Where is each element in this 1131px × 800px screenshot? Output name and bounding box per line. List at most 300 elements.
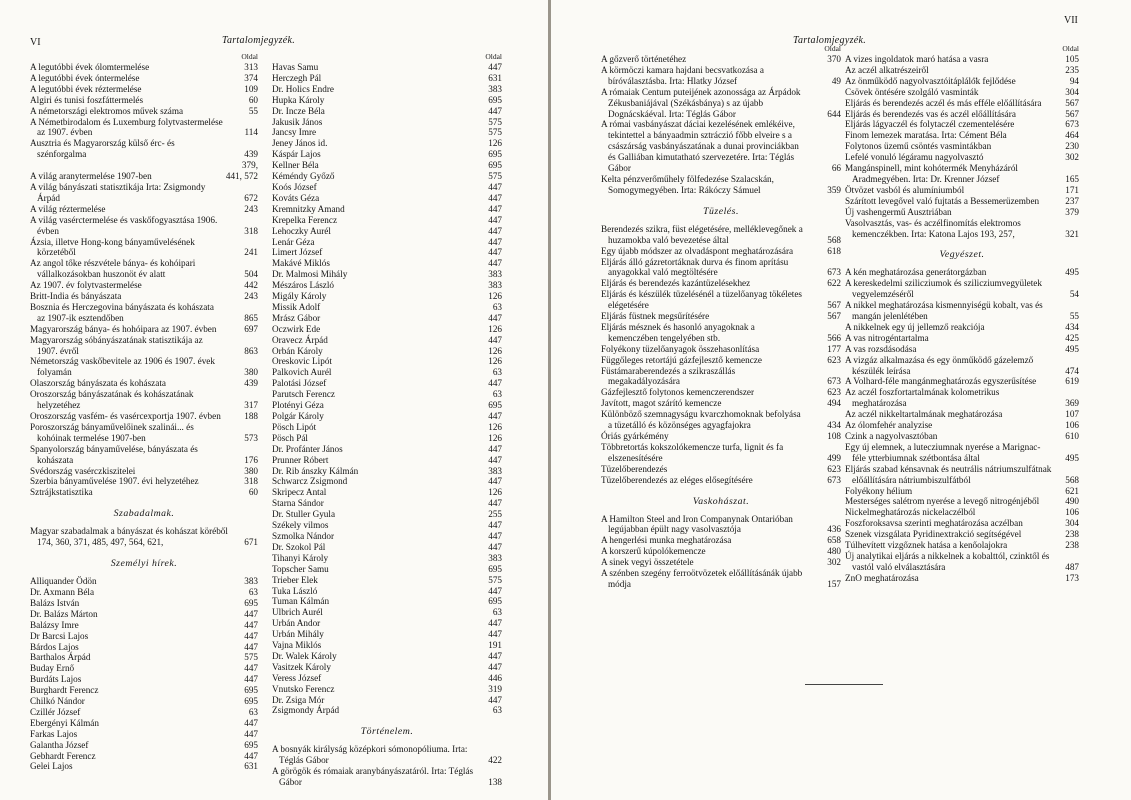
right-column-1 — [601, 44, 841, 590]
toc-entry-page: 317 — [244, 400, 258, 411]
toc-entry-page: 447 — [488, 334, 502, 345]
toc-entry-page: 447 — [488, 203, 502, 214]
toc-entry-page: 383 — [488, 269, 502, 280]
toc-entry — [30, 587, 258, 598]
toc-entry — [272, 455, 502, 466]
toc-entry-title: Urbán Mihály — [272, 629, 324, 640]
toc-entry — [30, 204, 258, 215]
toc-entry-page: 359 — [827, 184, 841, 195]
toc-entry — [601, 398, 841, 409]
toc-entry-page: 241 — [244, 247, 258, 258]
toc-entry-title: A bosnyák királyság középkori sómonopóliuma. Irta: Téglás Gábor — [272, 744, 468, 766]
toc-entry-title: A kereskedelmi szilicziumok és szilicziumvegyületek vegyelemzéséről — [845, 278, 1042, 300]
heating-list — [601, 224, 841, 486]
toc-entry — [272, 171, 502, 182]
section-title-szabadalmak: Szabadalmak. — [113, 508, 175, 520]
toc-entry-title: Palotási József — [272, 378, 327, 389]
toc-entry-title: Ulbrich Aurél — [272, 607, 323, 618]
toc-entry — [845, 278, 1079, 300]
toc-entry-title: Bosznia és Herczegovina bányászata és kohászata az 1907-ik esztendőben — [30, 301, 214, 323]
toc-entry-page: 499 — [827, 452, 841, 463]
toc-entry-page: 302 — [1065, 152, 1079, 163]
toc-entry-title: Új analytikai eljárás a nikkelnek a kobalttól, czinktől és vastól való elválasztására — [845, 550, 1050, 572]
toc-entry-title: A sinek vegyi összetétele — [601, 557, 694, 568]
toc-entry — [272, 487, 502, 498]
toc-entry-title: Burghardt Ferencz — [30, 685, 99, 696]
toc-entry — [272, 575, 502, 586]
toc-entry-title: A gőzverő történetéhez — [601, 54, 687, 64]
toc-entry — [30, 237, 258, 259]
toc-entry-title: Az 1907. év folytvastermelése — [30, 280, 142, 291]
toc-entry — [845, 486, 1079, 497]
toc-entry — [845, 431, 1079, 442]
toc-entry — [272, 553, 502, 564]
toc-entry-title: Magyarország sóbányászatának statisztikája az 1907. évről — [30, 334, 203, 356]
toc-entry — [30, 751, 258, 762]
toc-entry — [272, 193, 502, 204]
toc-entry-title: Túlhevített vizgőznek hatása a kenőolajokra — [845, 540, 1008, 551]
toc-entry-page: 237 — [1065, 195, 1079, 206]
toc-entry-title: Burdáts Lajos — [30, 674, 82, 685]
toc-entry-title: Dr Barcsi Lajos — [30, 630, 89, 641]
oldal-label: Oldal — [1062, 44, 1079, 53]
iron-metallurgy-list-cont — [845, 54, 1079, 239]
toc-entry — [845, 141, 1079, 152]
toc-entry — [845, 163, 1079, 185]
toc-entry-title: Szerbia bányaművelése 1907. évi helyzetéhez — [30, 476, 199, 487]
toc-entry — [272, 378, 502, 389]
toc-entry — [601, 224, 841, 246]
toc-entry-page: 447 — [244, 750, 258, 761]
toc-entry — [30, 718, 258, 729]
toc-entry — [601, 431, 841, 442]
toc-entry-page: 318 — [244, 225, 258, 236]
toc-entry-page: 370 — [827, 54, 841, 64]
toc-entry — [272, 247, 502, 258]
toc-entry-title: Eljárás lágyaczél és folytaczél czementelésére — [845, 119, 1015, 130]
toc-entry — [272, 640, 502, 651]
toc-entry-page: 447 — [488, 661, 502, 672]
toc-entry — [845, 420, 1079, 431]
toc-entry-title: Csövek öntésére szolgáló vasminták — [845, 86, 979, 97]
toc-entry-title: Ebergényi Kálmán — [30, 717, 99, 728]
toc-entry-page: 673 — [827, 376, 841, 387]
toc-entry-title: Németország vaskőbevitele az 1906 és 1907. évek folyamán — [30, 356, 215, 378]
toc-entry — [272, 433, 502, 444]
toc-entry-title: Schwarcz Zsigmond — [272, 476, 348, 487]
toc-entry-title: Barthalos Árpád — [30, 652, 91, 663]
toc-entry-title: A vizgáz alkalmazása és egy önműködő gázelemző készülék leírása — [845, 354, 1034, 376]
toc-entry — [272, 127, 502, 138]
toc-entry — [845, 376, 1079, 387]
toc-entry — [272, 204, 502, 215]
toc-entry-title: A korszerű kúpolókemencze — [601, 546, 706, 557]
toc-entry-page: 442 — [244, 280, 258, 291]
toc-entry-title: A kén meghatározása generátorgázban — [845, 267, 987, 278]
toc-entry-title: Ázsia, illetve Hong-kong bányaművelésének körzetéből — [30, 236, 195, 258]
toc-entry-page: 439 — [244, 149, 258, 160]
toc-entry — [30, 324, 258, 335]
toc-entry — [845, 267, 1079, 278]
toc-entry — [601, 387, 841, 398]
toc-entry-title: Algiri és tunisi foszfáttermelés — [30, 94, 144, 105]
toc-entry-title: Az ólomfehér analyzise — [845, 420, 933, 431]
toc-entry-page: 126 — [488, 291, 502, 302]
toc-entry-title: Gelei Lajos — [30, 761, 73, 772]
toc-entry-page: 474 — [1065, 365, 1079, 376]
toc-entry-title: A világ bányászati statisztikája Irta: Zsigmondy Árpád — [30, 181, 206, 203]
toc-entry — [272, 411, 502, 422]
toc-entry-page: 55 — [248, 105, 258, 116]
toc-entry — [272, 324, 502, 335]
toc-entry-title: A körmöczi kamara hajdani becsvatkozása a bíróválasztásba. Irta: Hlatky József — [601, 64, 765, 86]
toc-entry-page: 567 — [827, 311, 841, 322]
right-page — [551, 0, 1131, 800]
toc-entry — [845, 496, 1079, 507]
toc-entry-page: 425 — [1065, 332, 1079, 343]
toc-entry-title: Migály Károly — [272, 291, 327, 302]
toc-entry-page: 439 — [244, 378, 258, 389]
toc-entry-page: 695 — [488, 94, 502, 105]
toc-entry-page: 504 — [244, 269, 258, 280]
personnel-list — [30, 576, 258, 772]
toc-entry — [272, 258, 502, 269]
toc-entry — [272, 269, 502, 280]
section-title-tortenelem: Történelem. — [360, 726, 414, 738]
toc-entry — [30, 138, 258, 160]
toc-entry — [30, 487, 258, 498]
toc-entry — [272, 84, 502, 95]
toc-entry — [845, 76, 1079, 87]
toc-entry-title: Britt-India és bányászata — [30, 291, 122, 302]
toc-entry — [272, 542, 502, 553]
toc-entry-title: Limert József — [272, 247, 323, 258]
toc-entry-title: Krepelka Ferencz — [272, 214, 338, 225]
toc-entry-title: Buday Ernő — [30, 663, 75, 674]
toc-entry-title: Polgár Károly — [272, 411, 324, 421]
toc-entry-page: 447 — [488, 530, 502, 541]
toc-entry-page: 480 — [827, 546, 841, 557]
toc-entry — [845, 355, 1079, 377]
oldal-label: Oldal — [824, 44, 841, 53]
toc-entry — [845, 409, 1079, 420]
toc-entry-page: 54 — [1069, 289, 1079, 300]
toc-entry-title: Urbán Andor — [272, 618, 321, 629]
toc-entry-title: Folyékony tüzelőanyagok összehasonlítása — [601, 343, 760, 354]
toc-entry-page: 567 — [1065, 108, 1079, 119]
toc-entry-page: 66 — [831, 163, 841, 174]
toc-entry — [845, 207, 1079, 218]
toc-entry-page: 695 — [244, 685, 258, 696]
toc-entry-page: 379 — [1065, 206, 1079, 217]
toc-entry-page: 109 — [244, 83, 258, 94]
toc-entry-page: 126 — [488, 356, 502, 367]
toc-entry — [272, 744, 502, 766]
toc-entry — [601, 289, 841, 311]
toc-entry — [272, 476, 502, 487]
toc-entry-page: 447 — [488, 650, 502, 661]
toc-entry-title: A Volhard-féle mangánmeghatározás egyszerűsítése — [845, 376, 1037, 387]
toc-entry-title: Dr. Incze Béla — [272, 105, 325, 116]
toc-entry-page: 621 — [1065, 485, 1079, 496]
toc-entry — [30, 609, 258, 620]
toc-entry-title: Különböző szemnagyságu kvarczhomoknak befolyása a tüzetálló és közönséges agyagfajokra — [601, 409, 801, 431]
toc-entry — [272, 237, 502, 248]
toc-entry — [272, 95, 502, 106]
toc-entry — [30, 444, 258, 466]
toc-entry-page: 447 — [488, 618, 502, 629]
toc-entry — [601, 535, 841, 546]
toc-entry-page: 695 — [244, 696, 258, 707]
toc-entry-page: 383 — [488, 552, 502, 563]
toc-entry — [30, 62, 258, 73]
toc-entry-page: 447 — [488, 694, 502, 705]
toc-entry-title: A Németbirodalom és Luxemburg folytvastermelése az 1907. évben — [30, 116, 223, 138]
toc-entry — [30, 740, 258, 751]
toc-entry-title: Mangánspinell, mint kohótermék Menyházáról Aradmegyében. Irta: Dr. Krenner József — [845, 163, 1018, 184]
toc-entry — [30, 95, 258, 106]
toc-entry-page: 126 — [488, 138, 502, 149]
section-title-szemelyi: Személyi hírek. — [110, 558, 178, 570]
toc-entry-page: 126 — [488, 345, 502, 356]
toc-entry-title: Lefelé vonuló légáramu nagyolvasztó — [845, 152, 984, 163]
toc-entry — [30, 761, 258, 772]
personnel-list-cont — [272, 62, 502, 716]
toc-entry-title: Káspár Lajos — [272, 149, 321, 160]
toc-entry — [601, 322, 841, 344]
toc-entry — [30, 291, 258, 302]
toc-entry-title: Kéméndy Győző — [272, 171, 335, 182]
toc-entry — [272, 444, 502, 455]
toc-entry — [30, 280, 258, 291]
toc-entry-title: Kelta pénzverőműhely fölfedezése Szalacskán, Somogymegyében. Irta: Rákóczy Sámuel — [601, 173, 774, 195]
toc-entry-page: 55 — [1069, 311, 1079, 322]
toc-entry-page: 495 — [1065, 343, 1079, 354]
toc-entry-page: 94 — [1069, 75, 1079, 86]
toc-entry-title: Dr. Profánter János — [272, 443, 343, 454]
toc-entry-title: A rómaiak Centum puteijének azonossága az Árpádok Zékusbaniájával (Székásbánya) s az újabb Dognácskáéval. Irta: Téglás Gábor — [601, 86, 801, 119]
toc-entry — [272, 160, 502, 171]
toc-entry-title: A vas nitrogéntartalma — [845, 332, 929, 343]
toc-entry-page: 422 — [488, 755, 502, 766]
section-title-tuzeles: Tüzelés. — [703, 205, 739, 217]
toc-entry — [30, 356, 258, 378]
toc-entry-page: 447 — [244, 717, 258, 728]
toc-entry-title: Dr. Zsiga Mór — [272, 694, 325, 705]
toc-entry-title: A világ vasérctermelése és vaskőfogyasztása 1906. évben — [30, 214, 218, 236]
toc-entry — [845, 344, 1079, 355]
toc-entry — [272, 313, 502, 324]
toc-entry-title: Dr. Stuller Gyula — [272, 509, 336, 520]
toc-entry-page: 447 — [488, 476, 502, 487]
left-column-1 — [30, 52, 258, 772]
toc-entry-page: 304 — [1065, 86, 1079, 97]
section-title-vegyeszet: Vegyészet. — [939, 249, 985, 261]
toc-entry-page: 369 — [1065, 398, 1079, 409]
page-number: VII — [1064, 15, 1078, 26]
toc-entry — [845, 119, 1079, 130]
toc-entry-title: Dr. Rib ánszky Kálmán — [272, 465, 359, 476]
toc-entry-page: 495 — [1065, 452, 1079, 463]
toc-entry-page: 567 — [827, 300, 841, 311]
toc-entry-page: 447 — [488, 258, 502, 269]
toc-entry-page: 49 — [831, 75, 841, 86]
toc-entry-page: 658 — [827, 535, 841, 546]
toc-entry-title: Ötvözet vasból és alumíniumból — [845, 184, 965, 195]
toc-entry-title: Koós József — [272, 181, 317, 192]
toc-entry-page: 321 — [1065, 228, 1079, 239]
toc-entry-page: 107 — [1065, 409, 1079, 420]
toc-entry-title: Gázfejlesztő folytonos kemenczerendszer — [601, 387, 755, 398]
toc-entry-title: Veress József — [272, 672, 322, 683]
toc-entry-page: 114 — [244, 127, 258, 138]
toc-entry — [845, 551, 1079, 573]
toc-entry-page: 619 — [1065, 376, 1079, 387]
toc-entry — [30, 707, 258, 718]
toc-entry-title: Hupka Károly — [272, 94, 325, 105]
toc-entry — [272, 607, 502, 618]
toc-entry-page: 447 — [488, 225, 502, 236]
toc-entry-page: 447 — [244, 641, 258, 652]
toc-entry-page: 63 — [248, 706, 258, 717]
toc-entry — [30, 598, 258, 609]
toc-entry-title: Lehoczky Aurél — [272, 225, 331, 236]
toc-entry-title: Trieber Elek — [272, 574, 318, 585]
toc-entry-page: 447 — [488, 181, 502, 192]
toc-entry-title: Nickelmeghatározás nickelaczélból — [845, 507, 976, 518]
toc-entry-title: Eljárás és készülék tüzelésénél a tüzelőanyag tökéletes elégetésére — [601, 289, 803, 311]
toc-entry — [272, 498, 502, 509]
toc-entry-title: Plotényi Géza — [272, 400, 324, 411]
toc-entry — [845, 54, 1079, 65]
toc-entry-page: 447 — [244, 663, 258, 674]
toc-entry-page: 447 — [244, 728, 258, 739]
toc-entry-title: Jancsy Imre — [272, 127, 317, 138]
toc-entry-page: 697 — [244, 323, 258, 334]
toc-entry — [601, 557, 841, 568]
toc-entry-page: 255 — [488, 509, 502, 520]
toc-entry-title: Eljárás álló gázretortáknak durva és finom aprításu anyagokkal való megtöltésére — [601, 256, 789, 278]
toc-entry-title: Oczwirk Ede — [272, 323, 321, 334]
toc-entry-title: Kováts Géza — [272, 192, 320, 203]
toc-entry-title: Galantha József — [30, 739, 89, 750]
toc-entry — [30, 422, 258, 444]
toc-entry — [30, 389, 258, 411]
toc-entry-title: Folytonos üzemű csöntés vasmintákban — [845, 141, 992, 152]
toc-entry-page: 238 — [1065, 529, 1079, 540]
toc-entry-page: 447 — [488, 312, 502, 323]
toc-entry-page: 447 — [488, 62, 502, 72]
toc-entry-title: Tüzelőberendezés az eléges elősegítésére — [601, 474, 753, 485]
toc-entry — [845, 442, 1079, 464]
toc-entry — [272, 367, 502, 378]
toc-entry-title: Dr. Axmann Béla — [30, 586, 95, 597]
toc-entry-page: 623 — [827, 354, 841, 365]
toc-entry-title: Tuman Kálmán — [272, 596, 330, 607]
toc-entry-title: Missik Adolf — [272, 301, 321, 312]
toc-entry — [845, 109, 1079, 120]
toc-entry — [845, 196, 1079, 207]
toc-entry-title: Havas Samu — [272, 62, 319, 72]
toc-entry — [601, 409, 841, 431]
toc-entry-page: 575 — [244, 652, 258, 663]
toc-entry — [601, 65, 841, 87]
toc-entry — [272, 662, 502, 673]
toc-entry-title: Mrász Gábor — [272, 312, 321, 323]
toc-entry-title: Skripecz Antal — [272, 487, 327, 498]
toc-entry-page: 447 — [488, 214, 502, 225]
toc-entry-page: 60 — [248, 487, 258, 498]
toc-entry-page: 379, 441, 572 — [225, 160, 258, 182]
toc-entry — [30, 663, 258, 674]
toc-entry — [272, 684, 502, 695]
toc-entry-title: Javított, magot szárító kemencze — [601, 398, 722, 409]
toc-entry-page: 126 — [488, 421, 502, 432]
toc-entry — [272, 182, 502, 193]
toc-entry — [272, 335, 502, 346]
toc-entry — [272, 422, 502, 433]
toc-entry-page: 191 — [488, 640, 502, 651]
toc-entry-title: Sztrájkstatisztika — [30, 487, 93, 498]
toc-entry-page: 575 — [488, 116, 502, 127]
toc-entry — [601, 568, 841, 590]
toc-entry-page: 235 — [1065, 64, 1079, 75]
toc-entry-title: Eljárás és berendezés aczél és más efféle előállítására — [845, 97, 1042, 108]
toc-entry — [601, 514, 841, 536]
toc-entry-title: Magyar szabadalmak a bányászat és kohászat köréből 174, 360, 371, 485, 497, 564, 621, — [30, 526, 228, 548]
toc-entry-page: 623 — [827, 387, 841, 398]
toc-entry-page: 63 — [248, 586, 258, 597]
toc-entry-title: Alliquander Ödön — [30, 576, 97, 587]
toc-entry — [601, 278, 841, 289]
toc-entry-page: 126 — [488, 323, 502, 334]
toc-entry-page: 495 — [1065, 267, 1079, 278]
toc-entry-title: Farkas Lajos — [30, 728, 78, 739]
toc-entry-title: Starna Sándor — [272, 498, 324, 509]
toc-entry-title: Oravecz Árpád — [272, 334, 328, 345]
left-column-2 — [272, 52, 502, 788]
toc-entry — [272, 149, 502, 160]
toc-entry-title: Óriás gyárkémény — [601, 431, 669, 441]
toc-entry-title: Szenek vizsgálata Pyridinextrakció segítségével — [845, 529, 1022, 540]
toc-entry-page: 63 — [492, 607, 502, 618]
toc-entry — [30, 117, 258, 139]
toc-entry-title: Az aczél alkatrészeiről — [845, 64, 929, 75]
toc-entry — [272, 356, 502, 367]
toc-entry-title: Tuka László — [272, 585, 318, 596]
toc-entry — [30, 215, 258, 237]
toc-entry — [30, 476, 258, 487]
toc-entry-page: 436 — [827, 524, 841, 535]
toc-entry-page: 243 — [244, 291, 258, 302]
toc-entry-page: 176 — [244, 454, 258, 465]
toc-entry — [272, 596, 502, 607]
toc-entry-title: Kellner Béla — [272, 160, 319, 171]
toc-entry — [30, 160, 258, 182]
toc-entry — [30, 106, 258, 117]
toc-entry-page: 63 — [492, 301, 502, 312]
toc-entry-page: 447 — [488, 192, 502, 203]
toc-entry-page: 447 — [244, 674, 258, 685]
toc-entry-page: 494 — [827, 398, 841, 409]
toc-entry-title: Az aczél nikkeltartalmának meghatározása — [845, 409, 1003, 420]
toc-entry — [272, 629, 502, 640]
toc-entry-title: Czink a nagyolvasztóban — [845, 431, 938, 441]
toc-entry-page: 447 — [244, 619, 258, 630]
toc-entry — [272, 62, 502, 73]
toc-entry-title: Eljárás mésznek és hasonló anyagoknak a kemenczében tengelyében stb. — [601, 321, 755, 343]
toc-entry — [845, 300, 1079, 322]
